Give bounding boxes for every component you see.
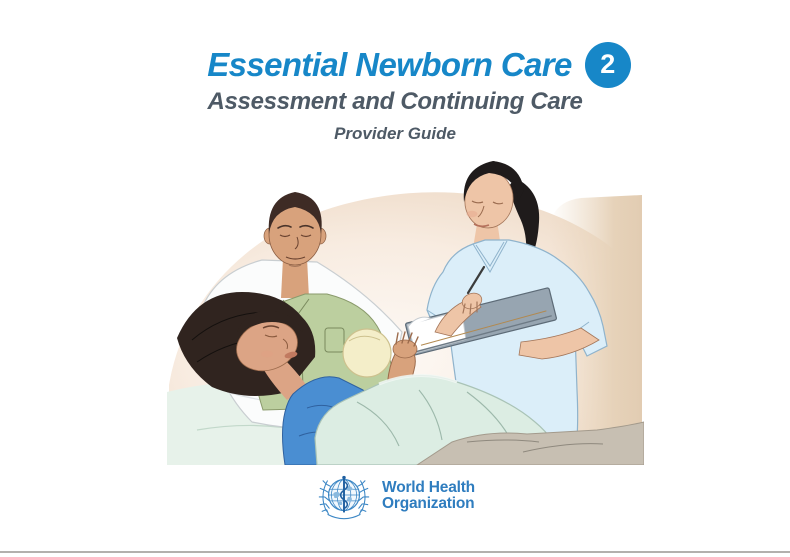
who-logo	[0, 467, 790, 525]
module-number-badge: 2	[585, 42, 631, 88]
page-subtitle: Assessment and Continuing Care	[207, 88, 583, 115]
newborn-care-illustration	[167, 140, 644, 465]
who-logo-line1: World Health	[382, 479, 475, 496]
bottom-rule	[0, 551, 790, 553]
title-row	[24, 42, 790, 88]
who-emblem-icon	[315, 467, 373, 525]
who-logo-line2: Organization	[382, 495, 475, 512]
page-title: Essential Newborn Care	[207, 45, 572, 83]
provider-guide-label: Provider Guide	[334, 124, 456, 143]
who-logo-text	[382, 480, 475, 512]
illustration-svg	[167, 140, 644, 465]
